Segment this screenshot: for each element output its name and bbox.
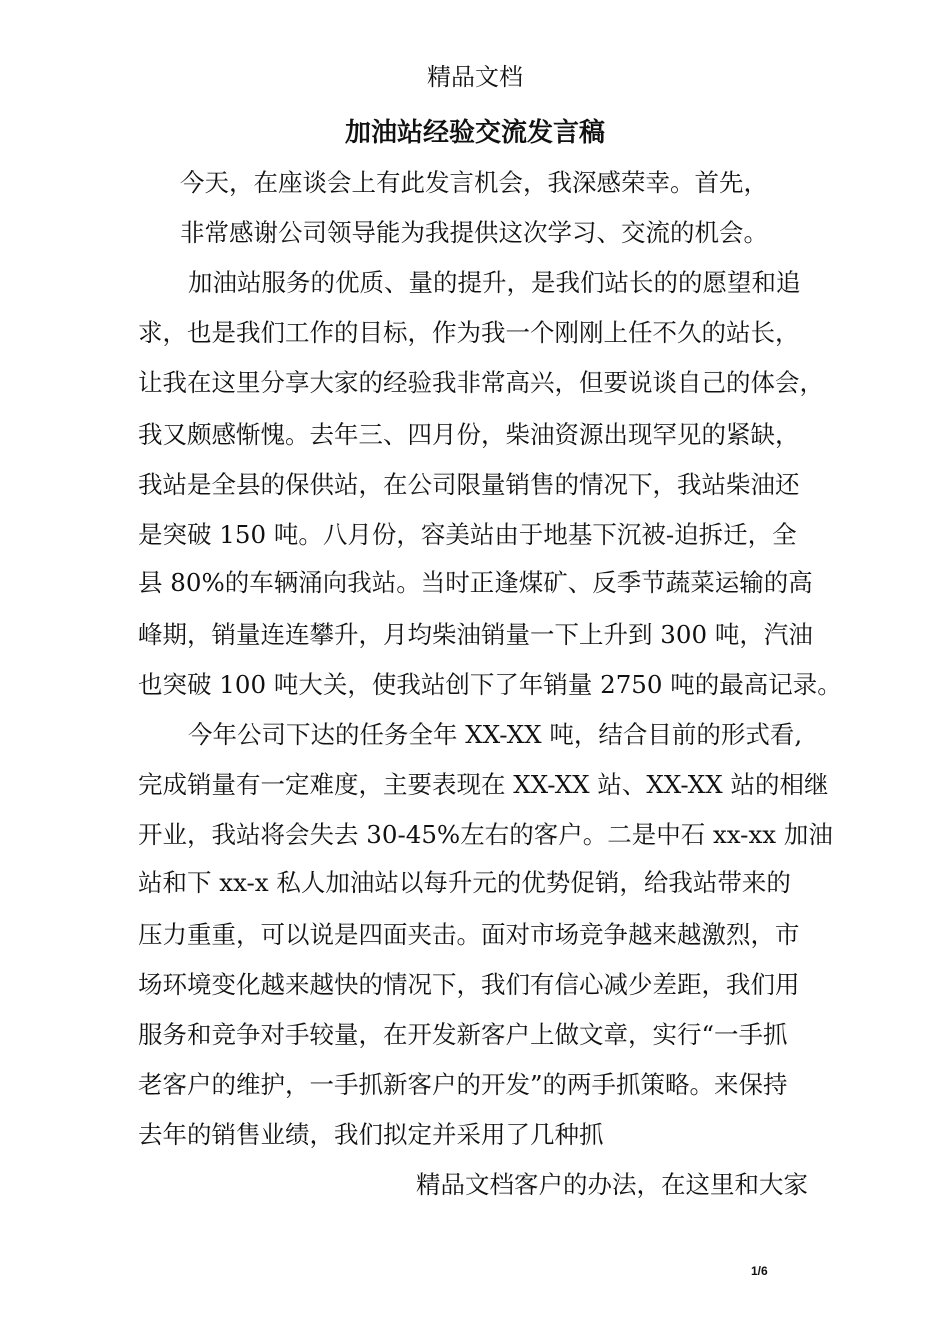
text-line: 县 80%的车辆涌向我站。当时正逢煤矿、反季节蔬菜运输的高 <box>138 568 813 597</box>
text-line: 去年的销售业绩，我们拟定并采用了几种抓 <box>138 1120 604 1149</box>
page-header: 精品文档 <box>427 63 523 91</box>
text-line: 我又颇感惭愧。去年三、四月份，柴油资源出现罕见的紧缺， <box>138 420 800 449</box>
text-line: 开业，我站将会失去 30-45%左右的客户。二是中石 xx-xx 加油 <box>138 820 833 849</box>
text-line: 我站是全县的保供站，在公司限量销售的情况下，我站柴油还 <box>138 470 800 499</box>
text-line: 完成销量有一定难度，主要表现在 XX-XX 站、XX-XX 站的相继 <box>138 770 829 799</box>
text-line: 今天，在座谈会上有此发言机会，我深感荣幸。首先， <box>180 168 768 197</box>
document-title: 加油站经验交流发言稿 <box>344 118 605 148</box>
text-line: 也突破 100 吨大关，使我站创下了年销量 2750 吨的最高记录。 <box>138 670 842 699</box>
text-line: 老客户的维护，一手抓新客户的开发”的两手抓策略。来保持 <box>138 1070 788 1099</box>
text-line: 站和下 xx-x 私人加油站以每升元的优势促销，给我站带来的 <box>138 868 791 897</box>
text-line: 让我在这里分享大家的经验我非常高兴，但要说谈自己的体会， <box>138 368 824 397</box>
text-line: 场环境变化越来越快的情况下，我们有信心减少差距，我们用 <box>138 970 800 999</box>
text-line: 加油站服务的优质、量的提升，是我们站长的的愿望和追 <box>188 268 801 297</box>
text-line: 是突破 150 吨。八月份，容美站由于地基下沉被-迫拆迁，全 <box>138 520 797 549</box>
text-line: 精品文档客户的办法，在这里和大家 <box>416 1170 808 1199</box>
text-line: 今年公司下达的任务全年 XX-XX 吨，结合目前的形式看, <box>188 720 803 749</box>
text-line: 求，也是我们工作的目标，作为我一个刚刚上任不久的站长， <box>138 318 800 347</box>
page-number: 1/6 <box>751 1264 768 1278</box>
text-line: 压力重重，可以说是四面夹击。面对市场竞争越来越激烈，市 <box>138 920 800 949</box>
text-line: 服务和竞争对手较量，在开发新客户上做文章，实行“一手抓 <box>138 1020 788 1049</box>
text-line: 非常感谢公司领导能为我提供这次学习、交流的机会。 <box>180 218 768 247</box>
text-line: 峰期，销量连连攀升，月均柴油销量一下上升到 300 吨，汽油 <box>138 620 813 649</box>
